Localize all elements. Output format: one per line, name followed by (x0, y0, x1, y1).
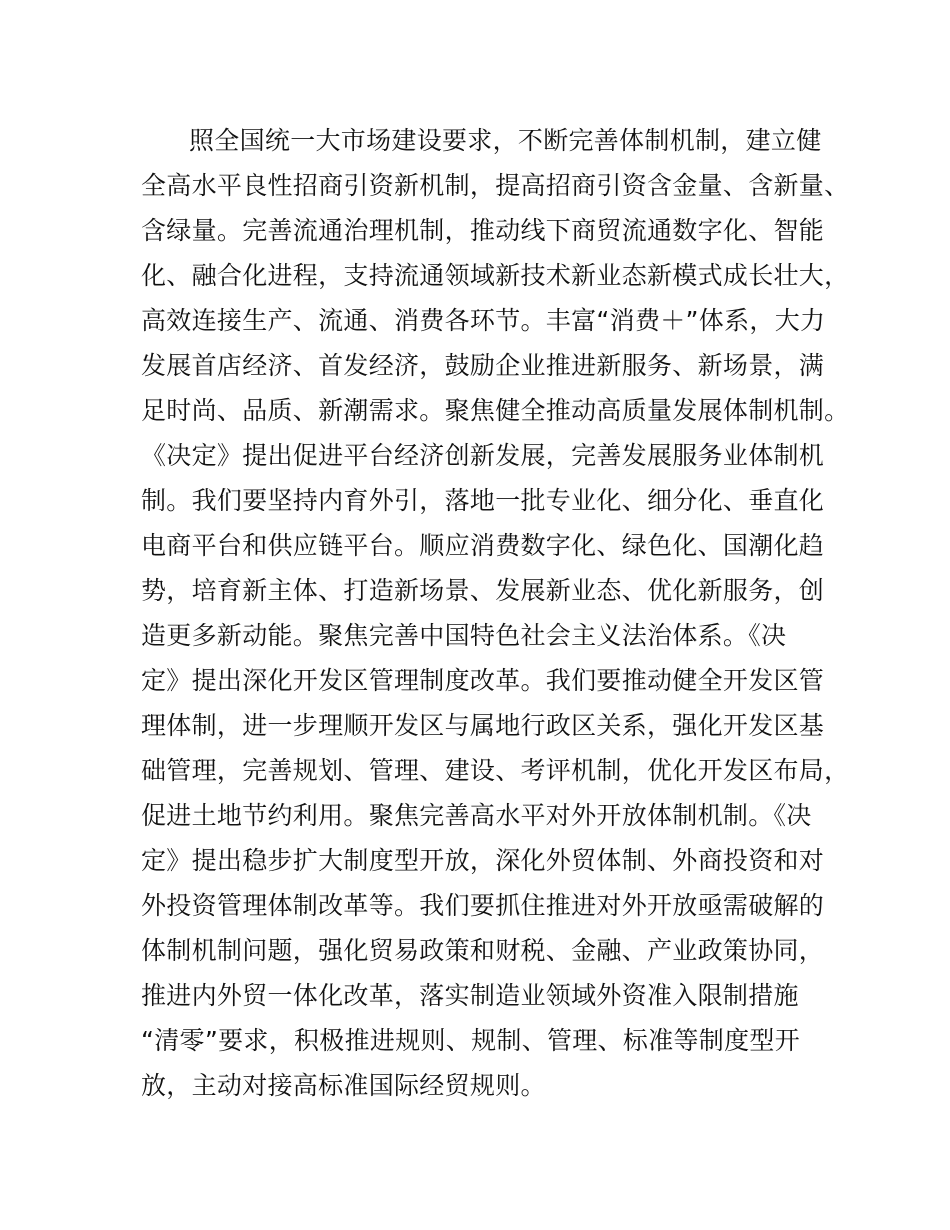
text-line: 高效连接生产、流通、消费各环节。丰富“消费＋”体系，大力 (141, 306, 826, 335)
text-line: 促进土地节约利用。聚焦完善高水平对外开放体制机制。《决 (141, 801, 812, 830)
text-line: 势，培育新主体、打造新场景、发展新业态、优化新服务，创 (141, 576, 825, 605)
text-line: 放，主动对接高标准国际经贸规则。 (141, 1071, 546, 1100)
text-line: 体制机制问题，强化贸易政策和财税、金融、产业政策协同， (141, 936, 825, 965)
document-body (141, 118, 850, 1108)
text-line: “清零”要求，积极推进规则、规制、管理、标准等制度型开 (141, 1026, 801, 1055)
text-line: 化、融合化进程，支持流通领域新技术新业态新模式成长壮大， (141, 261, 850, 290)
text-line: 定》提出稳步扩大制度型开放，深化外贸体制、外商投资和对 (141, 846, 825, 875)
text-line: 定》提出深化开发区管理制度改革。我们要推动健全开发区管 (141, 666, 825, 695)
text-line: 含绿量。完善流通治理机制，推动线下商贸流通数字化、智能 (141, 216, 825, 245)
text-line: 理体制，进一步理顺开发区与属地行政区关系，强化开发区基 (141, 711, 825, 740)
text-line: 外投资管理体制改革等。我们要抓住推进对外开放亟需破解的 (141, 891, 825, 920)
text-line: 足时尚、品质、新潮需求。聚焦健全推动高质量发展体制机制。 (141, 396, 850, 425)
text-line: 《决定》提出促进平台经济创新发展，完善发展服务业体制机 (141, 441, 825, 470)
text-line: 电商平台和供应链平台。顺应消费数字化、绿色化、国潮化趋 (141, 531, 825, 560)
text-line: 制。我们要坚持内育外引，落地一批专业化、细分化、垂直化 (141, 486, 825, 515)
text-line: 造更多新动能。聚焦完善中国特色社会主义法治体系。《决 (141, 621, 787, 650)
text-line: 全高水平良性招商引资新机制，提高招商引资含金量、含新量、 (141, 171, 850, 200)
text-line: 发展首店经济、首发经济，鼓励企业推进新服务、新场景，满 (141, 351, 825, 380)
text-line: 础管理，完善规划、管理、建设、考评机制，优化开发区布局， (141, 756, 850, 785)
text-line: 照全国统一大市场建设要求，不断完善体制机制，建立健 (189, 126, 822, 155)
text-line: 推进内外贸一体化改革，落实制造业领域外资准入限制措施 (141, 981, 799, 1010)
